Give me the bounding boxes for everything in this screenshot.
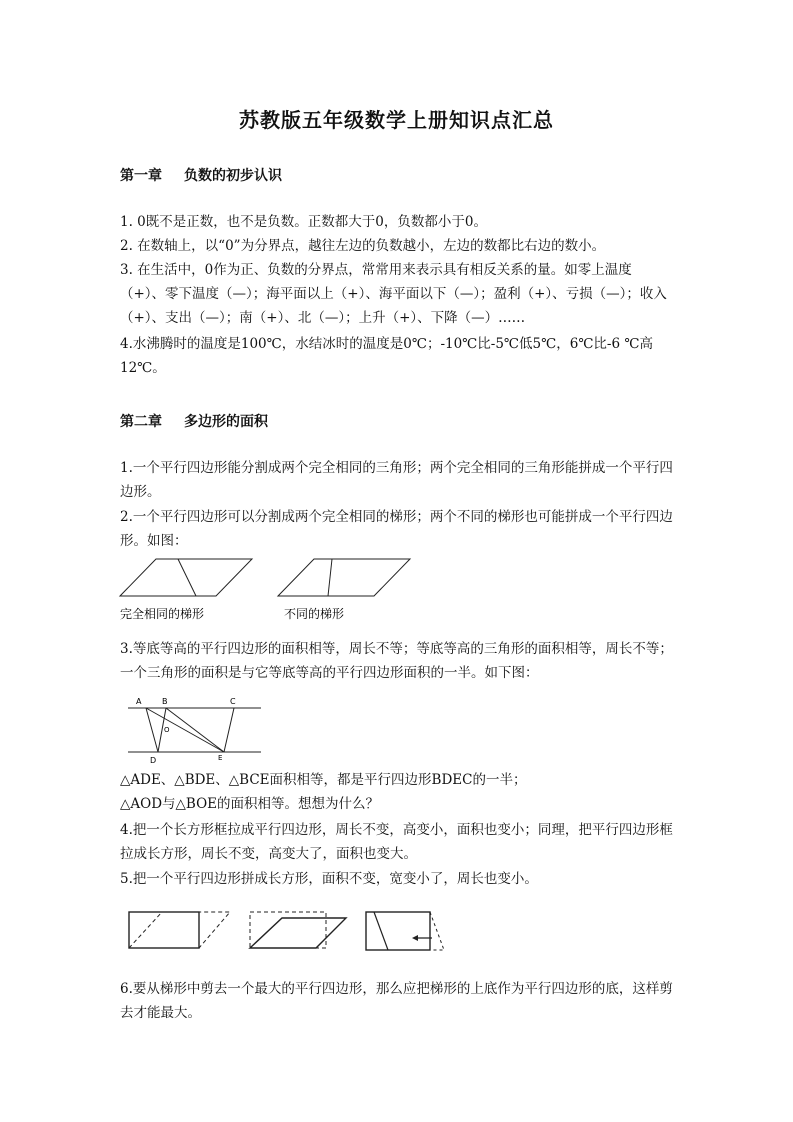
- label-a: A: [136, 697, 142, 706]
- ch2-paragraph-1: 1.一个平行四边形能分割成两个完全相同的三角形；两个完全相同的三角形能拼成一个平行四边形。: [120, 460, 673, 500]
- segment-ce: [224, 708, 234, 752]
- segment-be: [166, 708, 224, 752]
- chapter-2-name: 多边形的面积: [184, 414, 268, 430]
- right-parallelogram: [278, 559, 410, 596]
- ch2-paragraph-3a: △ADE、△BDE、△BCE面积相等，都是平行四边形BDEC的一半；: [120, 772, 527, 788]
- ch1-paragraph-1: 1. 0既不是正数，也不是负数。正数都大于0，负数都小于0。: [120, 214, 487, 230]
- trapezoid-split-figure: [118, 556, 413, 626]
- ch2-paragraph-3b: △AOD与△BOE的面积相等。想想为什么？: [120, 796, 379, 812]
- ch2-paragraph-2: 2.一个平行四边形可以分割成两个完全相同的梯形；两个不同的梯形也可能拼成一个平行四边形。如图：: [120, 509, 673, 549]
- right-cut-line: [374, 912, 388, 950]
- ch2-paragraph-4: 4.把一个长方形框拉成平行四边形，周长不变，高变小，面积也变小；同理，把平行四边形框拉成长方形，周长不变，高变大了，面积也变大。: [120, 822, 673, 862]
- chapter-1-name: 负数的初步认识: [184, 168, 282, 184]
- page-title: 苏教版五年级数学上册知识点汇总: [239, 108, 554, 132]
- right-split-line: [328, 559, 332, 596]
- middle-parallelogram: [250, 918, 346, 948]
- ch1-paragraph-4: 4.水沸腾时的温度是100℃，水结冰时的温度是0℃；-10℃比-5℃低5℃，6℃比-6 ℃高12℃。: [120, 336, 653, 376]
- right-figure-label: 不同的梯形: [284, 607, 345, 621]
- chapter-1-number: 第一章: [120, 168, 162, 184]
- left-dashed-parallelogram: [129, 912, 230, 948]
- left-parallelogram: [120, 559, 252, 596]
- segment-ae: [146, 708, 224, 752]
- label-o: O: [164, 726, 170, 734]
- parallel-triangles-figure: [126, 694, 266, 766]
- rectangle-parallelogram-figure: [126, 908, 456, 956]
- shift-arrow-icon: [412, 935, 418, 941]
- left-figure-label: 完全相同的梯形: [120, 607, 205, 621]
- left-split-line: [178, 559, 196, 596]
- chapter-1-heading: [120, 165, 282, 185]
- right-dashed-triangle: [430, 912, 444, 950]
- ch1-paragraph-2: 2. 在数轴上，以“0”为分界点，越往左边的负数越小，左边的数都比右边的数小。: [120, 238, 606, 254]
- ch2-paragraph-6: 6.要从梯形中剪去一个最大的平行四边形，那么应把梯形的上底作为平行四边形的底，这样剪去才能最大。: [120, 981, 673, 1021]
- chapter-2-number: 第二章: [120, 414, 162, 430]
- label-c: C: [230, 697, 236, 706]
- label-d: D: [150, 756, 157, 765]
- ch2-paragraph-3: 3.等底等高的平行四边形的面积相等，周长不等；等底等高的三角形的面积相等，周长不等；一个三角形的面积是与它等底等高的平行四边形面积的一半。如下图：: [120, 641, 673, 681]
- ch1-paragraph-3: 3. 在生活中，0作为正、负数的分界点，常常用来表示具有相反关系的量。如零上温度（+）、零下温度（—）；海平面以上（+）、海平面以下（—）；盈利（+）、亏损（—）；收入（+）、支出（—）；南（+）、北（—）；上升（+）、下降（—）……: [120, 262, 667, 326]
- segment-ad: [146, 708, 158, 752]
- label-b: B: [162, 697, 168, 706]
- left-rectangle: [129, 912, 199, 948]
- chapter-2-heading: [120, 411, 268, 431]
- label-e: E: [218, 754, 223, 762]
- ch2-paragraph-5: 5.把一个平行四边形拼成长方形，面积不变，宽变小了，周长也变小。: [120, 871, 538, 887]
